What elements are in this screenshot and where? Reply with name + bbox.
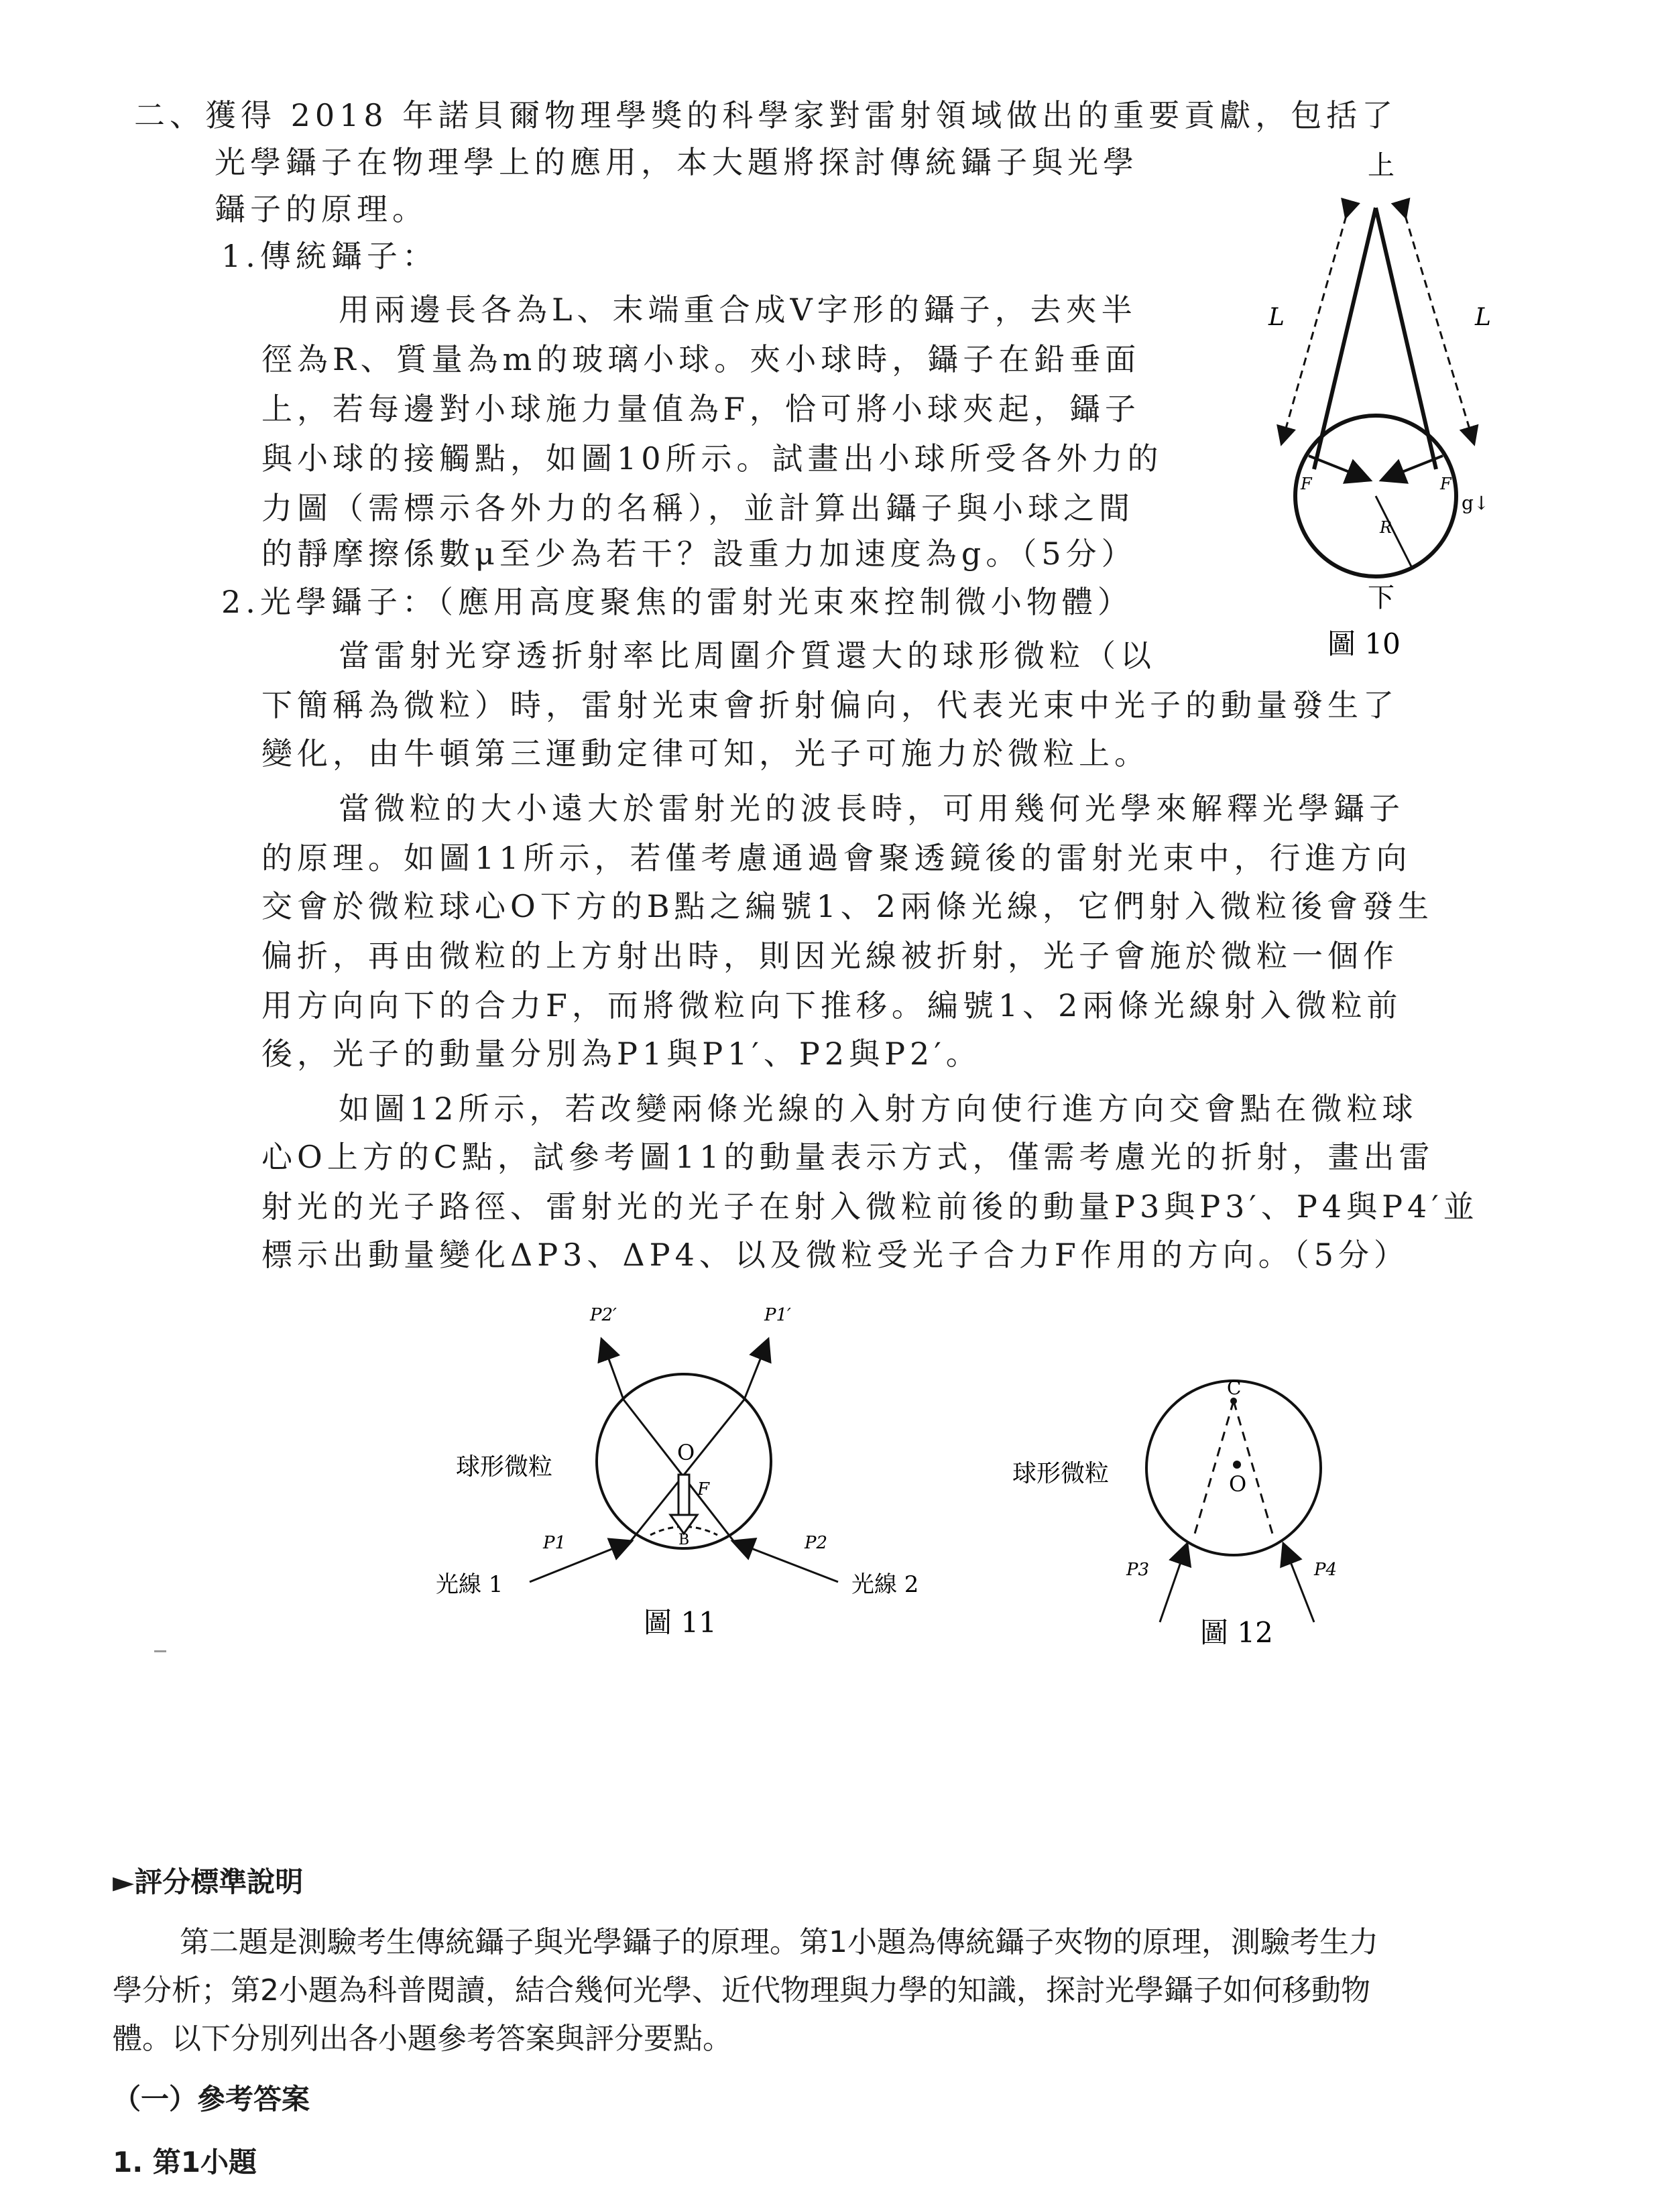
fig11-P1p: P1′ xyxy=(764,1305,791,1325)
answer-heading: （一）參考答案 xyxy=(113,2083,310,2115)
part2-p3-line-4: 標示出動量變化ΔP3、ΔP4、以及微粒受光子合力F作用的方向。（5分） xyxy=(261,1237,1410,1273)
fig11-P2: P2 xyxy=(805,1533,828,1553)
fig11-F: F xyxy=(697,1479,710,1499)
scoring-line-1: 第二題是測驗考生傳統鑷子與光學鑷子的原理。第1小題為傳統鑷子夾物的原理，測驗考生力 xyxy=(180,1925,1378,1959)
part2-p3-line-1: 如圖12所示，若改變兩條光線的入射方向使行進方向交會點在微粒球 xyxy=(339,1091,1418,1127)
fig11-B: B xyxy=(678,1532,690,1548)
part1-line-5: 力圖（需標示各外力的名稱），並計算出鑷子與小球之間 xyxy=(261,490,1134,526)
intro-line-1: 二、獲得 2018 年諾貝爾物理學獎的科學家對雷射領域做出的重要貢獻，包括了 xyxy=(134,97,1398,133)
part1-line-3: 上，若每邊對小球施力量值為F，恰可將小球夾起，鑷子 xyxy=(261,391,1140,427)
fig10-F-left: F xyxy=(1301,475,1312,493)
fig11-particle-label: 球形微粒 xyxy=(456,1453,553,1481)
fig12-O: O xyxy=(1229,1471,1247,1497)
scoring-line-3: 體。以下分別列出各小題參考答案與評分要點。 xyxy=(113,2022,732,2056)
fig11-O: O xyxy=(677,1440,695,1465)
fig12-P4: P4 xyxy=(1314,1560,1338,1580)
fig12-P3: P3 xyxy=(1126,1560,1150,1580)
fig11-P2p: P2′ xyxy=(590,1305,617,1325)
part2-p3-line-2: 心O上方的C點，試參考圖11的動量表示方式，僅需考慮光的折射，畫出雷 xyxy=(261,1139,1435,1175)
fig12-particle xyxy=(1146,1381,1321,1555)
part1-line-6: 的靜摩擦係數μ至少為若干？設重力加速度為g。（5分） xyxy=(261,536,1137,572)
part1-title: 1.傳統鑷子： xyxy=(221,238,438,274)
part1-line-1: 用兩邊長各為L、末端重合成V字形的鑷子，去夾半 xyxy=(339,292,1137,328)
figure-12 xyxy=(1006,1354,1381,1649)
fig11-ray1: 光線 1 xyxy=(436,1571,503,1598)
fig12-caption: 圖 12 xyxy=(1200,1616,1273,1649)
figure-11 xyxy=(429,1280,965,1642)
fig10-F-right: F xyxy=(1440,475,1451,493)
part1-line-4: 與小球的接觸點，如圖10所示。試畫出小球所受各外力的 xyxy=(261,440,1163,477)
scoring-heading: ►評分標準說明 xyxy=(113,1865,304,1898)
sub-heading: 1. 第1小題 xyxy=(113,2146,257,2178)
part2-p2-line-1: 當微粒的大小遠大於雷射光的波長時，可用幾何光學來解釋光學鑷子 xyxy=(339,790,1405,826)
intro-line-3: 鑷子的原理。 xyxy=(215,191,428,227)
fig10-caption: 圖 10 xyxy=(1327,627,1401,657)
fig10-g: g↓ xyxy=(1462,492,1490,514)
fig12-C: C xyxy=(1227,1377,1242,1399)
fig10-R: R xyxy=(1380,518,1392,537)
fig11-P1: P1 xyxy=(543,1533,567,1553)
fig11-caption: 圖 11 xyxy=(644,1606,717,1639)
scoring-line-2: 學分析；第2小題為科普閱讀，結合幾何光學、近代物理與力學的知識，探討光學鑷子如何移動物 xyxy=(113,1973,1370,2008)
part1-line-2: 徑為R、質量為m的玻璃小球。夾小球時，鑷子在鉛垂面 xyxy=(261,341,1141,377)
part2-p2-line-4: 偏折，再由微粒的上方射出時，則因光線被折射，光子會施於微粒一個作 xyxy=(261,938,1399,974)
fig10-bottom-label: 下 xyxy=(1368,582,1395,613)
part2-p2-line-6: 後，光子的動量分別為P1與P1′、P2與P2′。 xyxy=(261,1036,982,1072)
part2-p1-line-3: 變化，由牛頓第三運動定律可知，光子可施力於微粒上。 xyxy=(261,735,1150,772)
part2-p1-line-2: 下簡稱為微粒）時，雷射光束會折射偏向，代表光束中光子的動量發生了 xyxy=(261,687,1399,723)
fig10-top-label: 上 xyxy=(1368,150,1395,181)
fig11-ray2: 光線 2 xyxy=(851,1571,919,1598)
part2-p1-line-1: 當雷射光穿透折射率比周圍介質還大的球形微粒（以 xyxy=(339,637,1156,674)
figure-10 xyxy=(1260,134,1555,657)
part2-title: 2.光學鑷子：（應用高度聚焦的雷射光束來控制微小物體） xyxy=(221,584,1133,620)
intro-line-2: 光學鑷子在物理學上的應用，本大題將探討傳統鑷子與光學 xyxy=(215,144,1138,180)
fig10-L-left: L xyxy=(1268,304,1285,331)
part2-p2-line-3: 交會於微粒球心O下方的B點之編號1、2兩條光線，它們射入微粒後會發生 xyxy=(261,888,1434,924)
part2-p2-line-5: 用方向向下的合力F，而將微粒向下推移。編號1、2兩條光線射入微粒前 xyxy=(261,987,1403,1024)
part2-p2-line-2: 的原理。如圖11所示，若僅考慮通過會聚透鏡後的雷射光束中，行進方向 xyxy=(261,840,1412,876)
fig10-L-right: L xyxy=(1475,304,1491,331)
stray-mark xyxy=(154,1650,166,1652)
part2-p3-line-3: 射光的光子路徑、雷射光的光子在射入微粒前後的動量P3與P3′、P4與P4′並 xyxy=(261,1188,1479,1225)
fig12-particle-label: 球形微粒 xyxy=(1012,1460,1110,1487)
